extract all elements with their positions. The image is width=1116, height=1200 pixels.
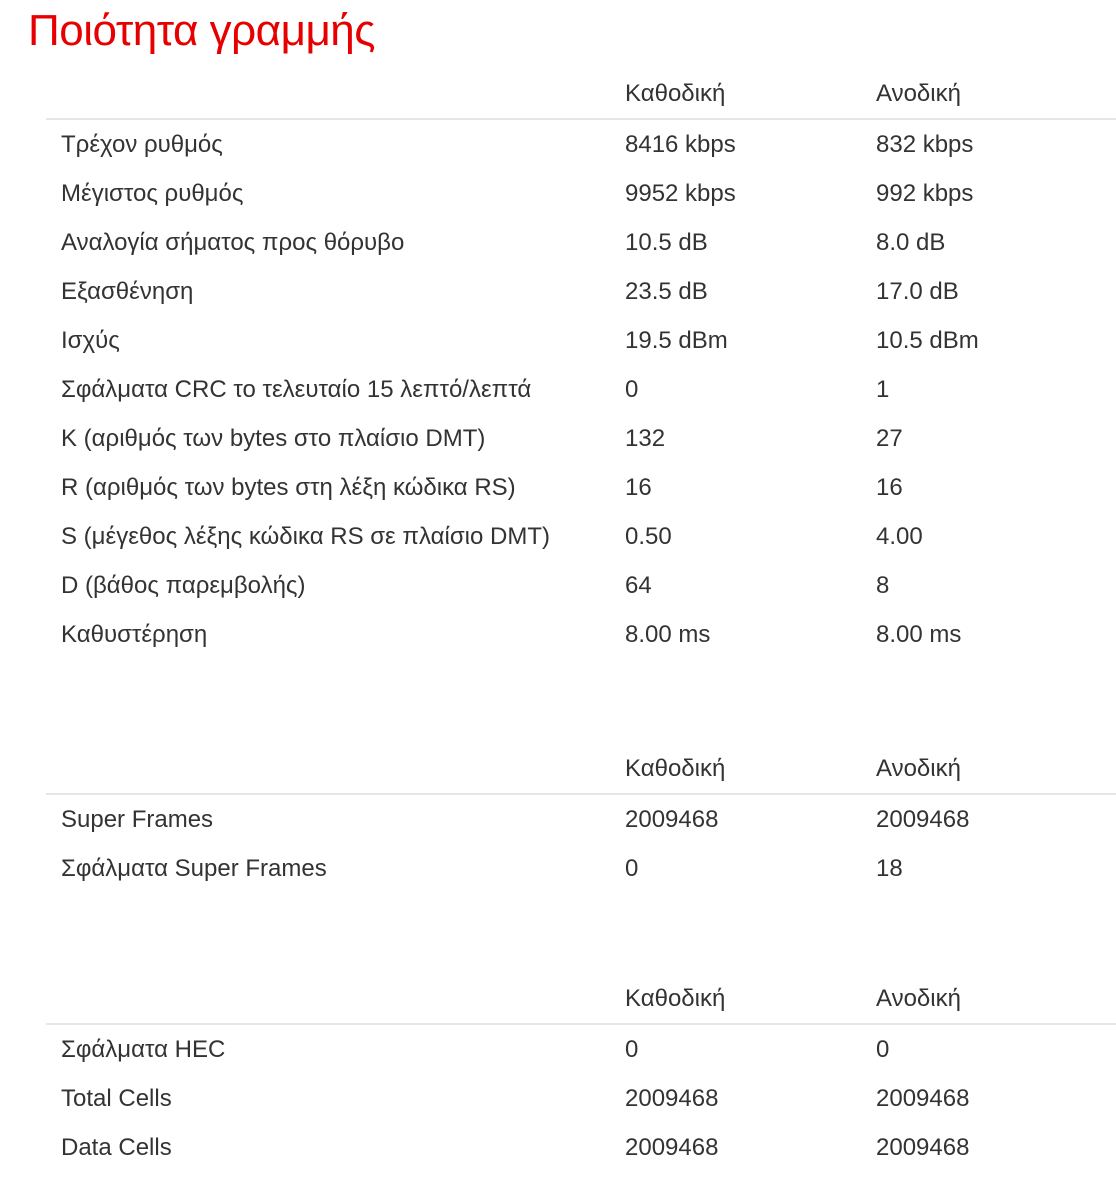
table-row <box>46 365 1116 414</box>
row-label: Ισχύς <box>61 326 120 354</box>
table-row <box>46 844 1116 893</box>
table-row <box>46 119 1116 169</box>
upstream-value: 992 kbps <box>876 179 974 207</box>
row-label: Τρέχον ρυθμός <box>61 130 223 158</box>
downstream-value: 2009468 <box>625 1133 719 1161</box>
downstream-value: 9952 kbps <box>625 179 736 207</box>
table-row <box>46 561 1116 610</box>
row-label: Σφάλματα Super Frames <box>61 854 327 882</box>
row-label: Σφάλματα HEC <box>61 1035 226 1063</box>
upstream-value: 10.5 dBm <box>876 326 979 354</box>
row-label: Καθυστέρηση <box>61 620 208 648</box>
table-row <box>46 218 1116 267</box>
cells-table <box>46 975 1116 1172</box>
page-title: Ποιότητα γραμμής <box>28 6 375 55</box>
row-label: Εξασθένηση <box>61 277 194 305</box>
table-row <box>46 1074 1116 1123</box>
downstream-value: 0 <box>625 375 639 403</box>
upstream-value: 16 <box>876 473 903 501</box>
column-header-downstream: Καθοδική <box>625 975 876 1024</box>
row-label: Data Cells <box>61 1133 172 1161</box>
table-header-row <box>46 975 1116 1024</box>
downstream-value: 0.50 <box>625 522 672 550</box>
upstream-value: 18 <box>876 854 903 882</box>
upstream-value: 8 <box>876 571 890 599</box>
table-row <box>46 463 1116 512</box>
column-header-label <box>46 745 625 794</box>
table-row <box>46 610 1116 659</box>
table-row <box>46 1024 1116 1074</box>
downstream-value: 2009468 <box>625 805 719 833</box>
downstream-value: 8416 kbps <box>625 130 736 158</box>
row-label: Μέγιστος ρυθμός <box>61 179 244 207</box>
row-label: Super Frames <box>61 805 214 833</box>
row-label: S (μέγεθος λέξης κώδικα RS σε πλαίσιο DMT) <box>61 522 550 550</box>
table-header-row <box>46 70 1116 119</box>
downstream-value: 10.5 dB <box>625 228 708 256</box>
downstream-value: 0 <box>625 854 639 882</box>
downstream-value: 8.00 ms <box>625 620 711 648</box>
upstream-value: 1 <box>876 375 890 403</box>
upstream-value: 17.0 dB <box>876 277 959 305</box>
table-row <box>46 794 1116 844</box>
row-label: K (αριθμός των bytes στο πλαίσιο DMT) <box>61 424 486 452</box>
upstream-value: 2009468 <box>876 805 970 833</box>
downstream-value: 132 <box>625 424 666 452</box>
row-label: R (αριθμός των bytes στη λέξη κώδικα RS) <box>61 473 516 501</box>
row-label: Σφάλματα CRC το τελευταίο 15 λεπτό/λεπτά <box>61 375 532 403</box>
upstream-value: 832 kbps <box>876 130 974 158</box>
downstream-value: 2009468 <box>625 1084 719 1112</box>
downstream-value: 64 <box>625 571 652 599</box>
table-row <box>46 267 1116 316</box>
downstream-value: 0 <box>625 1035 639 1063</box>
column-header-label <box>46 975 625 1024</box>
column-header-upstream: Ανοδική <box>876 70 1116 119</box>
row-label: D (βάθος παρεμβολής) <box>61 571 306 599</box>
upstream-value: 2009468 <box>876 1133 970 1161</box>
super-frames-table <box>46 745 1116 893</box>
downstream-value: 23.5 dB <box>625 277 708 305</box>
line-quality-table <box>46 70 1116 659</box>
column-header-upstream: Ανοδική <box>876 745 1116 794</box>
row-label: Αναλογία σήματος προς θόρυβο <box>61 228 405 256</box>
column-header-downstream: Καθοδική <box>625 745 876 794</box>
downstream-value: 19.5 dBm <box>625 326 728 354</box>
column-header-label <box>46 70 625 119</box>
upstream-value: 2009468 <box>876 1084 970 1112</box>
downstream-value: 16 <box>625 473 652 501</box>
table-row <box>46 414 1116 463</box>
upstream-value: 27 <box>876 424 903 452</box>
column-header-downstream: Καθοδική <box>625 70 876 119</box>
column-header-upstream: Ανοδική <box>876 975 1116 1024</box>
upstream-value: 0 <box>876 1035 890 1063</box>
upstream-value: 8.00 ms <box>876 620 962 648</box>
table-row <box>46 169 1116 218</box>
table-row <box>46 1123 1116 1172</box>
table-row <box>46 316 1116 365</box>
upstream-value: 4.00 <box>876 522 923 550</box>
table-header-row <box>46 745 1116 794</box>
table-row <box>46 512 1116 561</box>
upstream-value: 8.0 dB <box>876 228 946 256</box>
row-label: Total Cells <box>61 1084 172 1112</box>
